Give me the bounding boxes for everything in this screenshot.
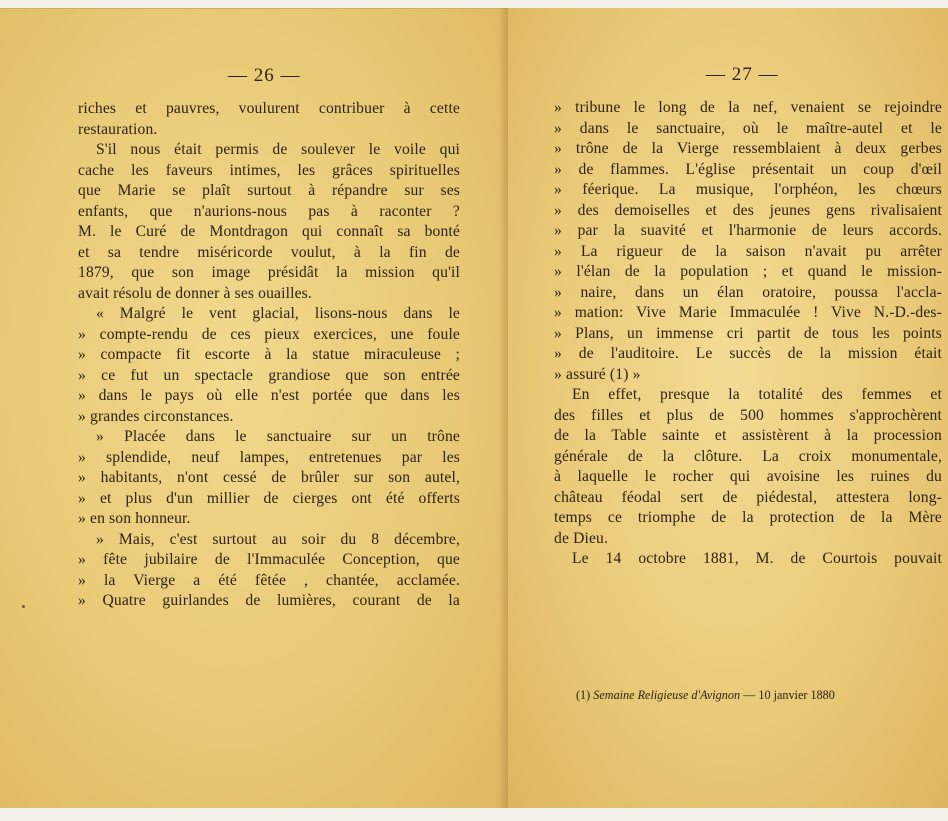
text-line: » compte-rendu de ces pieux exercices, une foule: [78, 325, 460, 343]
text-line: » par la suavité et l'harmonie de leurs accords.: [554, 222, 942, 239]
text-line: » et plus d'un millier de cierges ont été offerts: [78, 489, 460, 507]
text-line: » splendide, neuf lampes, entretenues par les: [78, 448, 460, 466]
text-line: S'il nous était permis de soulever le voile qui: [96, 141, 460, 158]
text-line: » compacte fit escorte à la statue miraculeuse ;: [78, 346, 460, 363]
text-line: » Placée dans le sanctuaire sur un trône: [96, 428, 460, 445]
page-number-right: — 27 —: [706, 64, 779, 85]
footnote: [576, 688, 835, 703]
text-line: que Marie se plaît surtout à répandre sur ses: [78, 182, 460, 199]
text-line: de la Table sainte et assistèrent à la procession: [554, 427, 942, 444]
text-line: cache les faveurs intimes, les grâces spirituelles: [78, 161, 460, 179]
right-page-text: [554, 98, 942, 570]
text-line: » tribune le long de la nef, venaient se rejoindre: [554, 99, 942, 116]
text-line: » féerique. La musique, l'orphéon, les chœurs: [554, 181, 942, 198]
text-line: » naire, dans un élan oratoire, poussa l'accla-: [554, 283, 942, 301]
text-line: M. le Curé de Montdragon qui connaît sa bonté: [78, 223, 460, 240]
text-line: » dans le sanctuaire, où le maître-autel et le: [554, 119, 942, 137]
text-line: » Plans, un immense cri partit de tous les points: [554, 324, 942, 342]
text-line: » ce fut un spectacle grandiose que son entrée: [78, 366, 460, 384]
text-line: « Malgré le vent glacial, lisons-nous dans le: [96, 305, 460, 322]
footnote-date: — 10 janvier 1880: [743, 688, 835, 702]
text-line: » fête jubilaire de l'Immaculée Conception, que: [78, 551, 460, 568]
text-line: riches et pauvres, voulurent contribuer à cette: [78, 100, 460, 117]
text-line: de Dieu.: [554, 529, 609, 547]
text-line: » de l'auditoire. Le succès de la mission était: [554, 345, 942, 362]
text-line: Le 14 octobre 1881, M. de Courtois pouvait: [572, 550, 942, 567]
text-line: En effet, presque la totalité des femmes et: [572, 386, 942, 403]
text-line: château féodal sert de piédestal, attestera long-: [554, 488, 942, 506]
speck-mark: [22, 605, 25, 608]
text-line: enfants, que n'aurions-nous pas à raconter ?: [78, 202, 460, 220]
text-line: restauration.: [78, 120, 158, 138]
text-line: » dans le pays où elle n'est portée que dans les: [78, 387, 460, 404]
page-number-left: — 26 —: [228, 65, 301, 86]
text-line: » trône de la Vierge ressemblaient à deux gerbes: [554, 140, 942, 157]
text-line: à laquelle le rocher qui avoisine les ruines du: [554, 468, 942, 485]
text-line: » Mais, c'est surtout au soir du 8 décembre,: [96, 530, 460, 548]
right-page: [508, 8, 948, 808]
text-line: 1879, que son image présidât la mission qu'il: [78, 264, 460, 281]
text-line: avait résolu de donner à ses ouailles.: [78, 284, 312, 302]
text-line: temps ce triomphe de la protection de la Mère: [554, 509, 942, 526]
text-line: » l'élan de la population ; et quand le mission-: [554, 263, 942, 280]
text-line: » mation: Vive Marie Immaculée ! Vive N.-D.-des-: [554, 304, 942, 321]
text-line: » des demoiselles et des jeunes gens rivalisaient: [554, 201, 942, 219]
text-line: » en son honneur.: [78, 510, 191, 527]
text-line: » habitants, n'ont cessé de brûler sur son autel,: [78, 469, 460, 486]
text-line: générale de la clôture. La croix monumentale,: [554, 447, 942, 465]
text-line: » Quatre guirlandes de lumières, courant de la: [78, 592, 460, 609]
text-line: et sa tendre miséricorde voulut, à la fin de: [78, 243, 460, 261]
footnote-marker: (1): [576, 688, 591, 702]
footnote-source: Semaine Religieuse d'Avignon: [593, 688, 741, 702]
left-page: [0, 8, 508, 808]
text-line: » grandes circonstances.: [78, 407, 234, 425]
text-line: » La rigueur de la saison n'avait pu arrêter: [554, 242, 942, 260]
text-line: » la Vierge a été fêtée , chantée, acclamée.: [78, 571, 460, 589]
text-line: » de flammes. L'église présentait un coup d'œil: [554, 160, 942, 178]
text-line: » assuré (1) »: [554, 365, 641, 383]
left-page-text: [78, 99, 460, 612]
text-line: des filles et plus de 500 hommes s'approchèrent: [554, 406, 942, 424]
